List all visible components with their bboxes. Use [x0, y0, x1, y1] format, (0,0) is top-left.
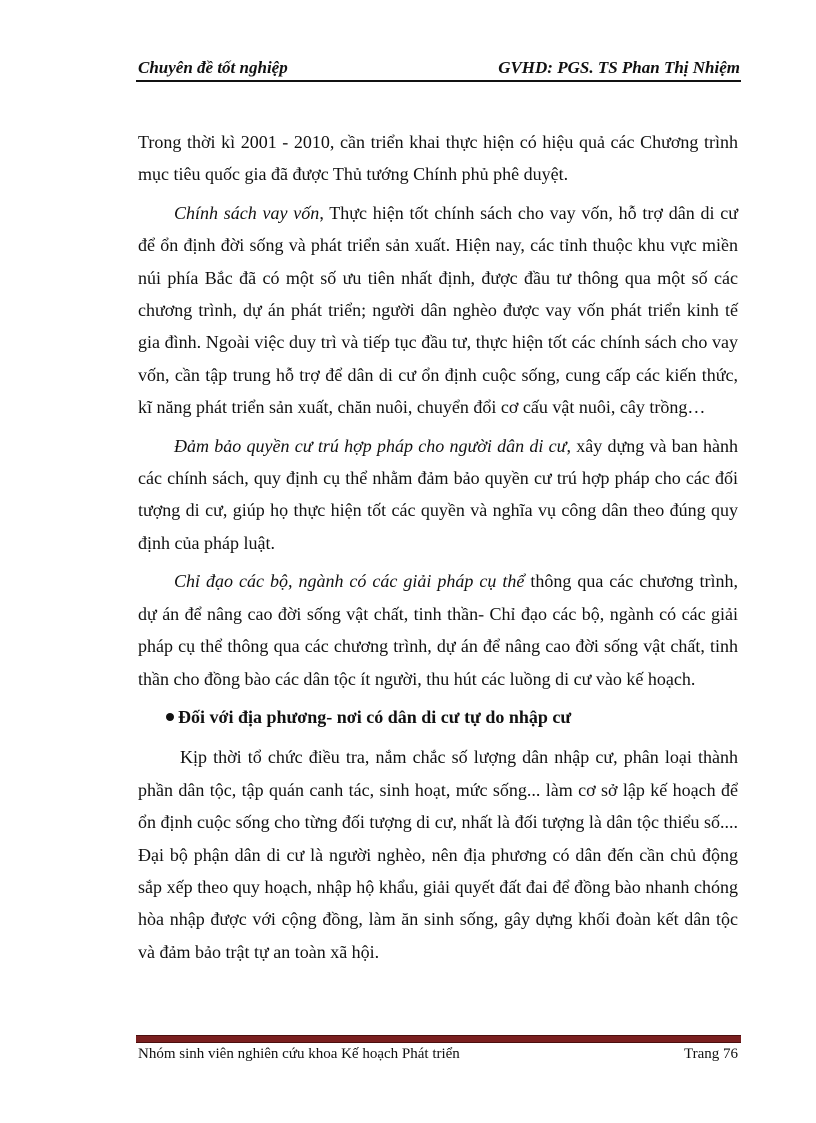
header-left-title: Chuyên đề tốt nghiệp [138, 58, 288, 77]
paragraph-3-emphasis: Đảm bảo quyền cư trú hợp pháp cho người dân di cư [174, 435, 567, 456]
paragraph-3-text: , xây dựng và ban hành các chính sách, quy định cụ thể nhằm đảm bảo quyền cư trú hợp pháp cho các đối tượng di cư, giúp họ thực hiện tốt các quyền và nghĩa vụ công dân theo đúng quy định của pháp luật. [138, 435, 738, 553]
paragraph-4-emphasis: Chỉ đạo các bộ, ngành có các giải pháp cụ thể [174, 571, 525, 592]
footer-left-text: Nhóm sinh viên nghiên cứu khoa Kế hoạch Phát triển [138, 1046, 460, 1062]
page-number: Trang 76 [683, 1046, 738, 1062]
footer-rule [136, 1035, 741, 1043]
paragraph-3 [138, 430, 738, 560]
paragraph-5: Kịp thời tổ chức điều tra, nắm chắc số lượng dân nhập cư, phân loại thành phần dân tộc, tập quán canh tác, sinh hoạt, mức sống... làm cơ sở lập kế hoạch để ổn định cuộc sống cho từng đối tượng di cư, nhất là đối tượng là dân tộc thiểu số.... Đại bộ phận dân di cư là người nghèo, nên địa phương có dân đến cần chủ động sắp xếp theo quy hoạch, nhập hộ khẩu, giải quyết đất đai để đồng bào nhanh chóng hòa nhập được với cộng đồng, làm ăn sinh sống, gây dựng khối đoàn kết dân tộc và đảm bảo trật tự an toàn xã hội. [138, 747, 738, 962]
bullet-heading-text: Đối với địa phương- nơi có dân di cư tự do nhập cư [178, 706, 572, 727]
paragraph-4-text: thông qua các chương trình, dự án để nâng cao đời sống vật chất, tinh thần- Chỉ đạo các bộ, ngành có các giải pháp cụ thể thông qua các chương trình, dự án để nâng cao đời sống vật chất, tinh thần cho đồng bào các dân tộc ít người, thu hút các luồng di cư vào kế hoạch. [138, 571, 739, 689]
paragraph-2-text: , Thực hiện tốt chính sách cho vay vốn, hỗ trợ dân di cư để ổn định đời sống và phát triển sản xuất. Hiện nay, các tỉnh thuộc khu vực miền núi phía Bắc đã có một số ưu tiên nhất định, được đầu tư thông qua một số các chương trình, dự án phát triển; người dân nghèo được vay vốn phát triển kinh tế gia đình. Ngoài việc duy trì và tiếp tục đầu tư, thực hiện tốt các chính sách cho vay vốn, cần tập trung hỗ trợ để dân di cư ổn định cuộc sống, cung cấp các kiến thức, kĩ năng phát triển sản xuất, chăn nuôi, chuyển đổi cơ cấu vật nuôi, cây trồng… [138, 202, 739, 418]
paragraph-2-emphasis: Chính sách vay vốn [174, 202, 320, 223]
bullet-icon [166, 713, 174, 721]
paragraph-4 [138, 565, 738, 695]
bullet-heading [166, 701, 738, 733]
paragraph-1: Trong thời kì 2001 - 2010, cần triển khai thực hiện có hiệu quả các Chương trình mục tiêu quốc gia đã được Thủ tướng Chính phủ phê duyệt. [138, 132, 738, 185]
header-rule [136, 80, 741, 82]
paragraph-2 [138, 197, 738, 424]
header-right-advisor: GVHD: PGS. TS Phan Thị Nhiệm [498, 58, 740, 77]
page-body [138, 126, 738, 974]
